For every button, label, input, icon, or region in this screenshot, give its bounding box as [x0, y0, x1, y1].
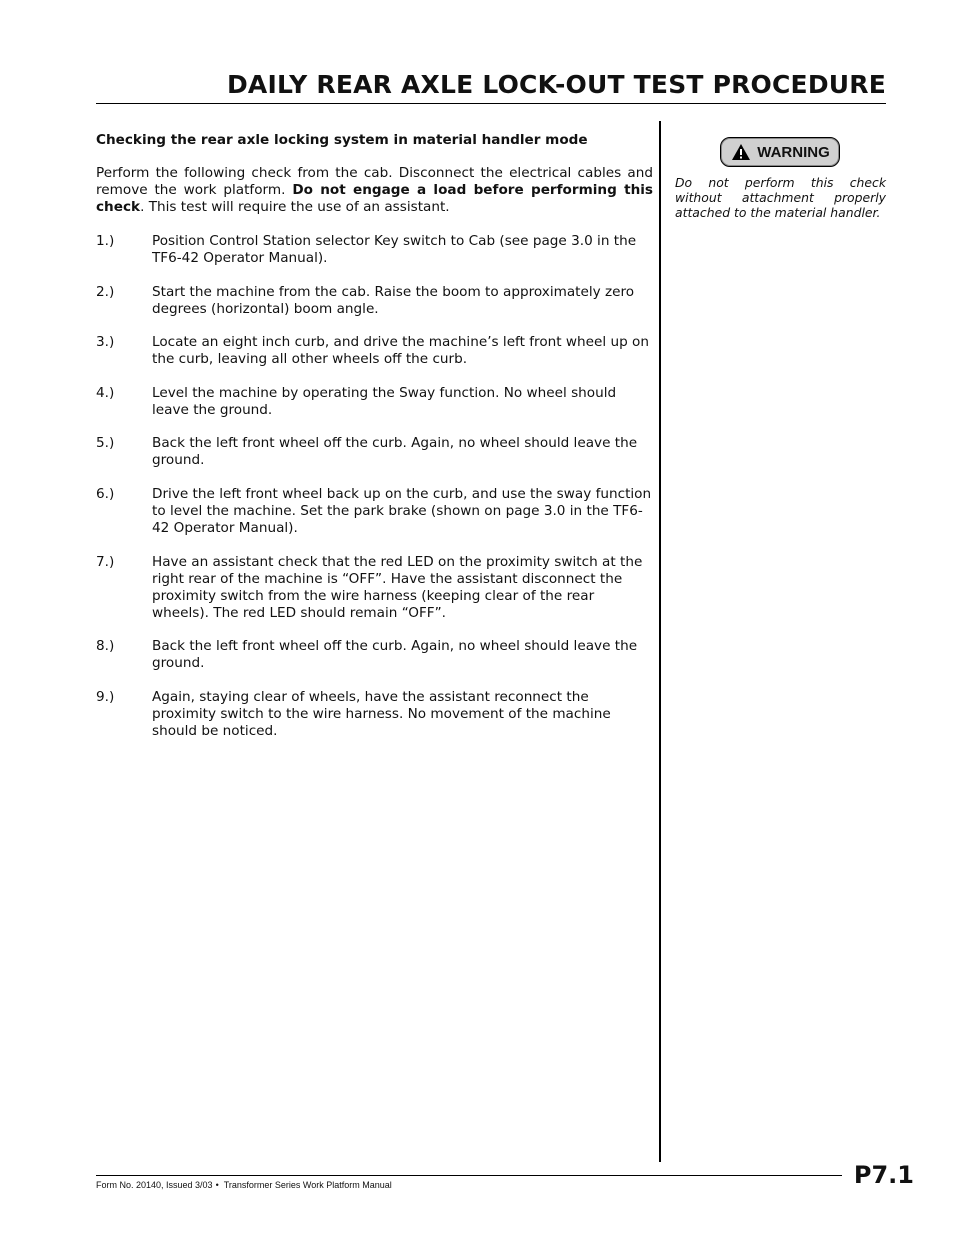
sidebar — [675, 137, 886, 220]
intro-emphasis: Do not engage a load before performing this check — [96, 182, 653, 215]
section-heading: Checking the rear axle locking system in material handler mode — [96, 132, 588, 148]
step-8 — [96, 638, 653, 672]
step-number: 4.) — [96, 384, 115, 401]
procedure-steps — [96, 233, 653, 740]
step-number: 7.) — [96, 553, 115, 570]
manual-name: Transformer Series Work Platform Manual — [223, 1180, 392, 1190]
footer-bullet: • — [215, 1180, 219, 1190]
intro-text-2: . This test will require the use of an assistant. — [140, 199, 450, 215]
step-3 — [96, 334, 653, 368]
intro-paragraph — [96, 165, 653, 216]
step-number: 2.) — [96, 283, 115, 300]
step-text: Start the machine from the cab. Raise the boom to approximately zero degrees (horizontal) boom angle. — [152, 283, 635, 317]
step-number: 8.) — [96, 638, 115, 655]
step-text: Drive the left front wheel back up on the curb, and use the sway function to level the machine. Set the park brake (shown on page 3.0 in the TF6-42 Operator Manual). — [152, 485, 652, 536]
warning-text: Do not perform this check without attachment properly attached to the material handler. — [675, 175, 886, 220]
step-number: 9.) — [96, 688, 115, 705]
step-text: Position Control Station selector Key switch to Cab (see page 3.0 in the TF6-42 Operator Manual). — [152, 233, 637, 266]
page-title: DAILY REAR AXLE LOCK-OUT TEST PROCEDURE — [226, 70, 886, 99]
step-number: 6.) — [96, 485, 115, 502]
warning-badge — [720, 137, 840, 167]
column-divider — [659, 121, 661, 1162]
step-5 — [96, 435, 653, 469]
step-9 — [96, 689, 653, 740]
step-number: 5.) — [96, 435, 115, 452]
page-number: P7.1 — [853, 1161, 914, 1189]
footer-divider — [96, 1175, 842, 1176]
form-number: Form No. 20140, Issued 3/03 — [96, 1180, 213, 1190]
step-text: Level the machine by operating the Sway function. No wheel should leave the ground. — [152, 384, 617, 418]
step-6 — [96, 486, 653, 537]
step-text: Have an assistant check that the red LED on the proximity switch at the right rear of the machine is “OFF”. Have the assistant disconnect the proximity switch from the wire harness (keeping clear of the rear wheels). The red LED should remain “OFF”. — [152, 553, 643, 621]
step-text: Back the left front wheel off the curb. Again, no wheel should leave the ground. — [152, 435, 638, 469]
step-text: Back the left front wheel off the curb. Again, no wheel should leave the ground. — [152, 638, 638, 672]
step-4 — [96, 385, 653, 419]
step-7 — [96, 554, 653, 622]
step-2 — [96, 284, 653, 318]
step-1 — [96, 233, 653, 267]
warning-triangle-icon — [731, 143, 751, 161]
step-text: Locate an eight inch curb, and drive the machine’s left front wheel up on the curb, leaving all other wheels off the curb. — [152, 334, 649, 368]
step-text: Again, staying clear of wheels, have the assistant reconnect the proximity switch to the wire harness. No movement of the machine should be noticed. — [152, 688, 611, 739]
footer — [96, 1180, 392, 1190]
intro-text-1: Perform the following check from the cab. Disconnect the electrical cables and remove the work platform. — [96, 165, 653, 198]
step-number: 3.) — [96, 334, 115, 351]
warning-label: WARNING — [757, 143, 830, 161]
main-content — [96, 132, 653, 756]
title-divider — [96, 103, 886, 104]
warning-wrapper — [675, 137, 885, 167]
step-number: 1.) — [96, 233, 115, 249]
